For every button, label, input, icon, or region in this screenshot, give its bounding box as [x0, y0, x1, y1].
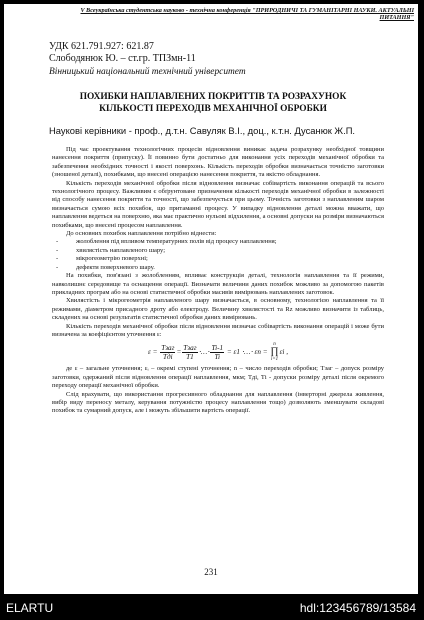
refinement-formula: ε = $\frac{\text{Tзаг}}{\text{Tдi}}$ = $\frac{\text{Tзаг}}{T1}$ ⋅…⋅ $\frac{Ti-1}{Ti}$ = ε1 ⋅…⋅ εn = n ∏ i=1 εi ,: [147, 342, 289, 363]
footer-repository-name: ELARTU: [6, 601, 54, 615]
footer-handle: hdl:123456789/13584: [299, 601, 416, 615]
paragraph-waviness: Хвилястість і мікрогеометрія наплавленого шару визначається, в основному, технологією наплавлення та її режимами, діаметром присадного дроту або електроду. Величину хвилястості та Rz можливо визначити із таблиць, складених на основі результатів статистичної обробки даних вимірювань.: [52, 297, 384, 322]
list-item: - мікрогеометрію поверхні;: [56, 255, 148, 263]
supervisors-line: Наукові керівники - проф., д.т.н. Савуляк В.І., доц., к.т.н. Дусанюк Ж.П.: [49, 125, 356, 136]
paper-page: [4, 4, 418, 594]
paper-body: [52, 146, 384, 416]
paragraph-notation: де ε – загальне уточнення; εᵢ – окремі ступені уточнення; n – число переходів обробки; Tзаг – допуск розміру заготовки, одержаний після відновлення операції наплавлення, мкм; Tдi, Tі - допуски розміру деталі після окремого переходу операції механічної обробки.: [52, 365, 384, 390]
paragraph-intro: Під час проектування технологічних процесів відновлення виникає задача розрахунку необхідної товщини нанесення покриття (припуску). Її повинно бути достатньо для виконання усіх переходів механічної обробки та забезпечення необхідних точності і якості поверхонь. Кількість переходів обробки визначається точністю заготовки (зношеної деталі), похибками, що внесені операцією нанесення покриття, та якістю обладнання.: [52, 146, 384, 179]
university-line: Вінницький національний технічний університет: [49, 67, 246, 77]
paragraph-accuracy: Кількість переходів механічної обробки після відновлення визначає собівартість виконання операцій та всього технологічного процесу. Важливим є обґрунтоване призначення кількості переходів механічної обробки в залежності від способу нанесення покриття та точності, що забезпечується при цьому. Точність заготовки з наплавленим шаром визначається сумою всіх похибок, що притаманні процесу. У випадку відновлення деталі можна вважати, що наплавлення ведеться на поверхню, яка має практично нульові відхилення, а основні допуски на розміри визначаються похибками, що внесені процесом наплавлення.: [52, 179, 384, 229]
author-line: Слободянюк Ю. – ст.гр. ТПЗмн-11: [49, 53, 196, 64]
list-item: - жолоблення під впливом температурних полів від процесу наплавлення;: [56, 238, 277, 246]
error-list: [52, 238, 384, 272]
udc-code: УДК 621.791.927: 621.87: [49, 41, 154, 52]
page-number: 231: [204, 567, 218, 577]
product-symbol: n ∏ i=1: [270, 342, 279, 363]
repository-footer: [0, 597, 424, 620]
paper-title: ПОХИБКИ НАПЛАВЛЕНИХ ПОКРИТТІВ ТА РОЗРАХУНОК КІЛЬКОСТІ ПЕРЕХОДІВ МЕХАНІЧНОЇ ОБРОБКИ: [79, 92, 347, 114]
paragraph-conclusion: Слід врахувати, що використання прогресивного обладнання для наплавлення (інверторні джерела живлення, вибір виду переносу металу, керування потужністю процесу наплавлення тощо) дозволяють зменшувати складові похибок та сумарний допуск, але і можуть збільшити вартість операції.: [52, 390, 384, 415]
paragraph-refinement: Кількість переходів механічної обробки після відновлення визначає собівартість виконання операцій і може бути визначена за коефіцієнтом уточнення ε:: [52, 322, 384, 338]
formula-lhs: ε =: [147, 348, 158, 357]
paragraph-warping: На похибки, пов'язані з жолобленням, впливає конструкція деталі, технологія наплавлення та її режими, навколишнє середовище та оснащення операції. Визначати величини даних похибок можливо за допомогою пакетів прикладних програм або на основі статистичної обробки масивів вимірювань наплавлених заготовок.: [52, 272, 384, 296]
formula-fraction: $\frac{Ti-1}{Ti}$: [211, 343, 224, 361]
list-item: - дефекти поверхневого шару.: [56, 263, 155, 271]
formula-fraction: $\frac{\text{Tзаг}}{\text{Tдi}}$: [161, 343, 175, 361]
conference-header: V Всеукраїнська студентська науково - технічна конференція "ПРИРОДНИЧІ ТА ГУМАНІТАРНІ НАУКИ. АКТУАЛЬНІ ПИТАННЯ": [80, 7, 414, 22]
paragraph-list-intro: До основних похибок наплавлення потрібно віднести:: [66, 230, 217, 238]
list-item: - хвилястість наплавленого шару;: [56, 246, 166, 254]
formula-fraction: $\frac{\text{Tзаг}}{T1}$: [183, 343, 197, 361]
